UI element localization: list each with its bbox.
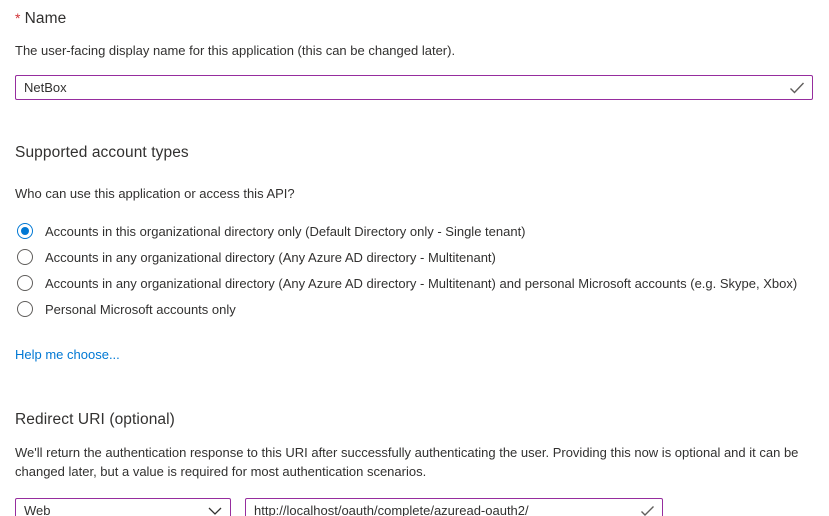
redirect-uri-row [15, 498, 813, 516]
radio-option-label: Accounts in this organizational directory only (Default Directory only - Single tenant) [45, 223, 526, 239]
account-types-question: Who can use this application or access this API? [15, 186, 295, 201]
radio-option-label: Accounts in any organizational directory (Any Azure AD directory - Multitenant) [45, 249, 496, 265]
radio-button-icon[interactable] [17, 249, 33, 265]
name-section [15, 10, 813, 100]
platform-select-wrap [15, 498, 231, 516]
account-types-title: Supported account types [15, 144, 189, 161]
checkmark-icon [789, 81, 805, 94]
radio-option-personal-only[interactable] [15, 296, 813, 322]
radio-button-icon[interactable] [17, 301, 33, 317]
account-type-radio-group [15, 218, 813, 322]
platform-select-value: Web [24, 503, 51, 516]
name-title-text: Name [24, 10, 67, 27]
redirect-uri-input[interactable] [245, 498, 663, 516]
name-description: The user-facing display name for this application (this can be changed later). [15, 43, 456, 58]
radio-option-multitenant[interactable] [15, 244, 813, 270]
required-marker: * [15, 10, 21, 26]
redirect-uri-title: Redirect URI (optional) [15, 411, 175, 428]
name-input[interactable] [15, 75, 813, 100]
radio-option-single-tenant[interactable] [15, 218, 813, 244]
radio-option-label: Personal Microsoft accounts only [45, 301, 236, 317]
radio-option-label: Accounts in any organizational directory (Any Azure AD directory - Multitenant) and personal Microsoft accounts (e.g. Skype, Xbox) [45, 275, 798, 291]
radio-button-icon[interactable] [17, 275, 33, 291]
uri-input-wrap [245, 498, 663, 516]
name-input-wrap [15, 75, 813, 100]
name-section-title [15, 10, 813, 28]
help-me-choose-link[interactable]: Help me choose... [15, 347, 120, 362]
redirect-uri-section [15, 411, 813, 516]
platform-select[interactable] [15, 498, 231, 516]
checkmark-icon [640, 505, 655, 516]
radio-button-icon[interactable] [17, 223, 33, 239]
redirect-uri-description: We'll return the authentication response to this URI after successfully authenticating the user. Providing this now is optional and it can be changed later, but a value is required for most authentication scenarios. [15, 445, 799, 479]
radio-option-multitenant-personal[interactable] [15, 270, 813, 296]
account-types-section [15, 144, 813, 364]
